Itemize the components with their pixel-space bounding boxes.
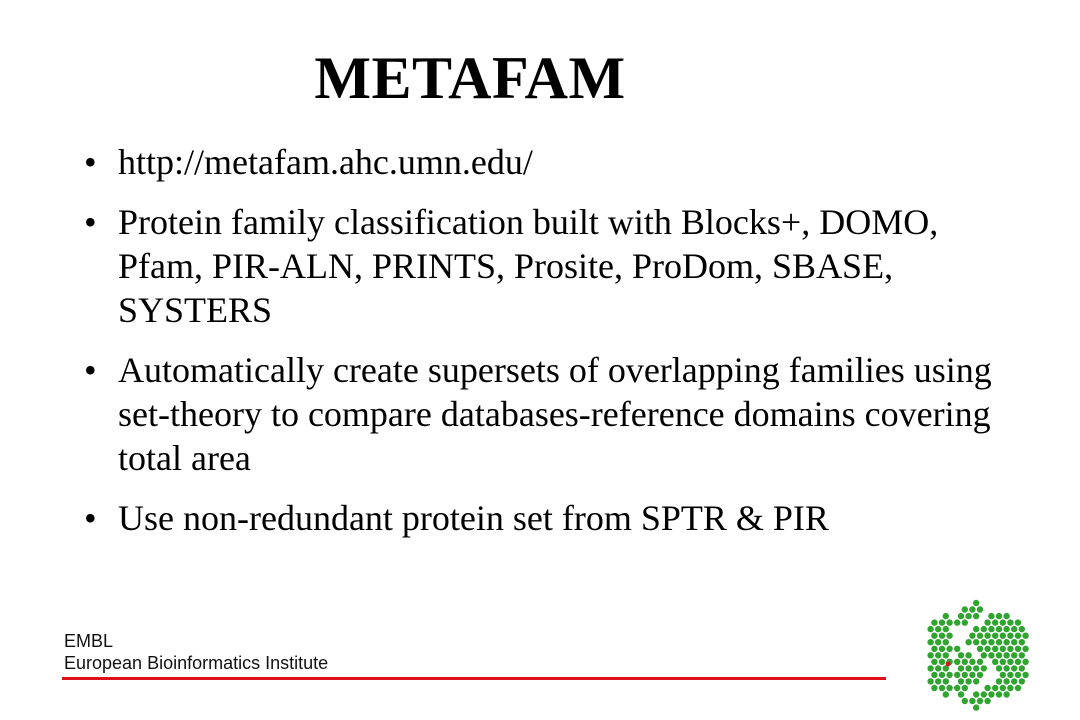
logo-dot (973, 639, 979, 645)
logo-dot (954, 672, 960, 678)
logo-dot (973, 626, 979, 632)
logo-dot (1003, 639, 1009, 645)
logo-dot (935, 626, 941, 632)
logo-dot (996, 691, 1002, 697)
logo-dot (988, 613, 994, 619)
logo-dot (927, 639, 933, 645)
logo-dot (973, 600, 979, 606)
logo-dot (1019, 665, 1025, 671)
logo-dot (996, 665, 1002, 671)
logo-dot (988, 652, 994, 658)
logo-dot (969, 633, 975, 639)
logo-dot (988, 691, 994, 697)
logo-dot (1022, 659, 1028, 665)
logo-dot (927, 665, 933, 671)
logo-dot (977, 698, 983, 704)
logo-dot (996, 639, 1002, 645)
logo-dot (996, 678, 1002, 684)
footer-rule (62, 677, 886, 680)
logo-dot (1007, 659, 1013, 665)
logo-dot (984, 633, 990, 639)
bullet-dot: • (84, 498, 97, 538)
logo-dot (954, 619, 960, 625)
logo-dot (935, 639, 941, 645)
logo-dot (1007, 672, 1013, 678)
logo-dot (965, 613, 971, 619)
logo-dot (984, 646, 990, 652)
logo-dot (1003, 691, 1009, 697)
bullet-dot: • (84, 202, 97, 242)
logo-dot (1022, 633, 1028, 639)
logo-dot (943, 613, 949, 619)
logo-dot (992, 619, 998, 625)
logo-dot (996, 613, 1002, 619)
logo-dot (1022, 646, 1028, 652)
logo-dot (927, 652, 933, 658)
logo-dot (1019, 652, 1025, 658)
logo-dot (958, 613, 964, 619)
logo-dot (1011, 626, 1017, 632)
logo-dot (1003, 678, 1009, 684)
logo-dot (973, 613, 979, 619)
logo-dot (1011, 665, 1017, 671)
logo-dot (992, 646, 998, 652)
logo-dot (1011, 652, 1017, 658)
logo-dot (954, 685, 960, 691)
logo-dot (958, 665, 964, 671)
logo-dot (1000, 646, 1006, 652)
logo-dot (1011, 678, 1017, 684)
logo-dot (954, 659, 960, 665)
bullet-item (84, 200, 1004, 332)
logo-accent-dot (946, 662, 951, 667)
logo-dot (1007, 633, 1013, 639)
logo-dot (931, 685, 937, 691)
embl-logo-icon (922, 596, 1032, 714)
logo-dot (1022, 672, 1028, 678)
bullet-item (84, 348, 1004, 480)
logo-dot (962, 698, 968, 704)
logo-dot (965, 665, 971, 671)
logo-dot (1007, 646, 1013, 652)
logo-dot (988, 639, 994, 645)
logo-dot (939, 659, 945, 665)
logo-dot (988, 626, 994, 632)
logo-dot (931, 633, 937, 639)
logo-dot (958, 691, 964, 697)
logo-dot (1015, 633, 1021, 639)
logo-dot (1015, 659, 1021, 665)
logo-dot (946, 672, 952, 678)
logo-dot (931, 619, 937, 625)
logo-dot (1011, 639, 1017, 645)
logo-dot (939, 646, 945, 652)
logo-dot (969, 672, 975, 678)
logo-dot (1003, 626, 1009, 632)
logo-dot (992, 633, 998, 639)
logo-dot (973, 691, 979, 697)
logo-dot (939, 633, 945, 639)
logo-dot (1003, 613, 1009, 619)
logo-dot (992, 659, 998, 665)
logo-dot (943, 652, 949, 658)
logo-dot (958, 678, 964, 684)
logo-dot (1000, 685, 1006, 691)
logo-dot (1015, 685, 1021, 691)
logo-dot (927, 678, 933, 684)
bullet-text: Use non-redundant protein set from SPTR & PIR (118, 498, 829, 538)
bullet-dot: • (84, 350, 97, 390)
logo-dot (1015, 646, 1021, 652)
logo-dot (943, 639, 949, 645)
bullet-item (84, 496, 1004, 540)
logo-dot (1019, 626, 1025, 632)
footer-org: EMBL (64, 631, 114, 651)
logo-dot (1007, 685, 1013, 691)
logo-dot (981, 639, 987, 645)
logo-dot (935, 665, 941, 671)
logo-dot (969, 698, 975, 704)
logo-dot (996, 652, 1002, 658)
logo-dot (962, 619, 968, 625)
logo-dot (1003, 652, 1009, 658)
logo-dot (981, 691, 987, 697)
logo-dot (992, 685, 998, 691)
logo-dot (927, 626, 933, 632)
logo-dot (1000, 672, 1006, 678)
logo-dot (962, 659, 968, 665)
logo-dot (973, 665, 979, 671)
logo-dot (969, 659, 975, 665)
logo-dot (939, 685, 945, 691)
bullet-dot: • (84, 142, 97, 182)
logo-dot (939, 619, 945, 625)
logo-dot (965, 652, 971, 658)
bullet-list (84, 140, 1004, 556)
logo-dot (958, 652, 964, 658)
logo-dot (984, 698, 990, 704)
logo-dot (981, 652, 987, 658)
logo-dot (1000, 619, 1006, 625)
logo-dot (981, 626, 987, 632)
logo-dot (946, 646, 952, 652)
slide-title: METAFAM (314, 45, 626, 111)
logo-dot (939, 672, 945, 678)
logo-dot (973, 678, 979, 684)
logo-dot (981, 665, 987, 671)
footer-institute: European Bioinformatics Institute (64, 653, 329, 673)
logo-dot (984, 619, 990, 625)
logo-dot (996, 626, 1002, 632)
logo-dot (1015, 672, 1021, 678)
logo-dot (1015, 619, 1021, 625)
logo-dot (977, 672, 983, 678)
logo-dot (977, 606, 983, 612)
logo-dot (935, 652, 941, 658)
logo-dot (977, 659, 983, 665)
logo-dot (931, 672, 937, 678)
logo-dot (965, 678, 971, 684)
logo-dot (1019, 639, 1025, 645)
logo-dot (1000, 659, 1006, 665)
bullet-text: http://metafam.ahc.umn.edu/ (118, 142, 533, 182)
logo-dot (946, 633, 952, 639)
bullet-item (84, 140, 1004, 184)
logo-dot (935, 678, 941, 684)
logo-dot (973, 704, 979, 710)
logo-dot (1019, 678, 1025, 684)
logo-dot (1000, 633, 1006, 639)
logo-dot (943, 678, 949, 684)
logo-dot (977, 646, 983, 652)
logo-dot (943, 626, 949, 632)
logo-dot (984, 685, 990, 691)
logo-dot (977, 633, 983, 639)
logo-dot (962, 606, 968, 612)
logo-dot (962, 672, 968, 678)
logo-dot (943, 691, 949, 697)
logo-dot (1003, 665, 1009, 671)
logo-dot (931, 659, 937, 665)
logo-dot (946, 685, 952, 691)
logo-dot (931, 646, 937, 652)
logo-dot (954, 646, 960, 652)
logo-dot (969, 606, 975, 612)
logo-dot (965, 639, 971, 645)
logo-dot (1007, 619, 1013, 625)
logo-dot (946, 619, 952, 625)
bullet-text: Automatically create supersets of overlapping families using set-theory to compare databases-reference domains covering total area (118, 350, 992, 478)
logo-dot (962, 685, 968, 691)
bullet-text: Protein family classification built with Blocks+, DOMO, Pfam, PIR-ALN, PRINTS, Prosite, ProDom, SBASE, SYSTERS (118, 202, 939, 330)
